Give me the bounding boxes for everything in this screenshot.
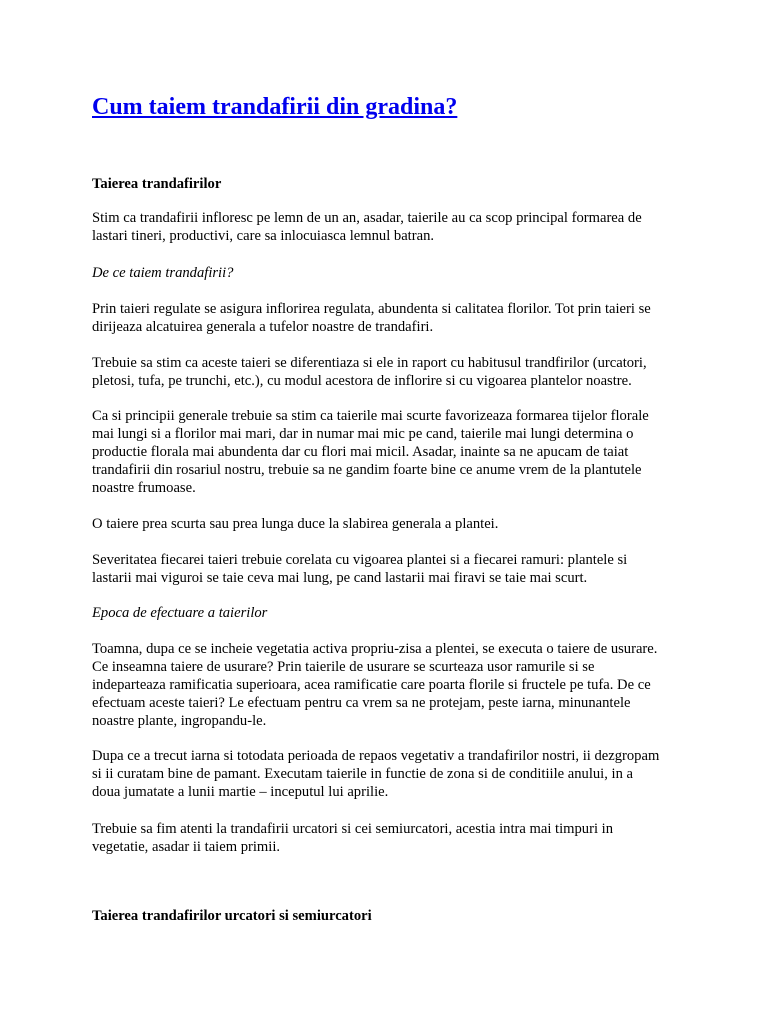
paragraph-3-line: Trebuie sa stim ca aceste taieri se diferentiaza si ele in raport cu habitusul trandfirilor (urcatori, (92, 355, 647, 371)
paragraph-3 (92, 354, 682, 390)
paragraph-7-line: efectuam aceste taieri? Le efectuam pentru ca vrem sa ne protejam, peste iarna, minunantele (92, 695, 631, 711)
paragraph-3-line: pletosi, tufa, pe trunchi, etc.), cu modul acestora de inflorire si cu vigoarea plantelor noastre. (92, 373, 632, 389)
paragraph-4-line: mai lungi si a florilor mai mari, dar in numar mai mic pe cand, taierile mai lungi determina o (92, 426, 634, 442)
paragraph-7-line: noastre plante, ingropandu-le. (92, 713, 267, 729)
paragraph-4-line: trandafirii din rosariul nostru, trebuie sa ne gandim foarte bine ce anume vrem de la plantutele (92, 462, 642, 478)
section-heading-taierea-trandafirilor: Taierea trandafirilor (92, 176, 222, 192)
paragraph-7-line: Toamna, dupa ce se incheie vegetatia activa propriu-zisa a plentei, se executa o taiere de usurare. (92, 641, 658, 657)
paragraph-9-line: vegetatie, asadar ii taiem primii. (92, 839, 281, 855)
paragraph-1-line: lastari tineri, productivi, care sa inlocuiasca lemnul batran. (92, 228, 435, 244)
paragraph-4-line: productie florala mai abundenta dar cu flori mai micil. Asadar, inainte sa ne apucam de taiat (92, 444, 629, 460)
paragraph-5 (92, 515, 682, 533)
paragraph-2-line: dirijeaza alcatuirea generala a tufelor noastre de trandafiri. (92, 319, 434, 335)
paragraph-1-line: Stim ca trandafirii infloresc pe lemn de un an, asadar, taierile au ca scop principal formarea de (92, 210, 642, 226)
paragraph-2 (92, 300, 682, 336)
paragraph-1 (92, 209, 682, 245)
paragraph-6-line: lastarii mai viguroi se taie ceva mai lung, pe cand lastarii mai firavi se taie mai scurt. (92, 570, 588, 586)
paragraph-8 (92, 747, 682, 801)
paragraph-7-line: indeparteaza ramificatia superioara, acea ramificatie care poarta florile si fructele pe tufa. De ce (92, 677, 651, 693)
paragraph-8-line: si ii curatam bine de pamant. Executam taierile in functie de zona si de conditiile anului, in a (92, 766, 633, 782)
paragraph-4-line: Ca si principii generale trebuie sa stim ca taierile mai scurte favorizeaza formarea tijelor florale (92, 408, 649, 424)
paragraph-6-line: Severitatea fiecarei taieri trebuie corelata cu vigoarea plantei si a fiecarei ramuri: plantele si (92, 552, 628, 568)
paragraph-4 (92, 407, 682, 497)
paragraph-7 (92, 640, 682, 730)
paragraph-6 (92, 551, 682, 587)
paragraph-5-line: O taiere prea scurta sau prea lunga duce la slabirea generala a plantei. (92, 516, 499, 532)
paragraph-9-line: Trebuie sa fim atenti la trandafirii urcatori si cei semiurcatori, acestia intra mai timpuri in (92, 821, 614, 837)
paragraph-8-line: Dupa ce a trecut iarna si totodata perioada de repaos vegetativ a trandafirilor nostri, ii dezgropam (92, 748, 660, 764)
paragraph-4-line: noastre frumoase. (92, 480, 196, 496)
paragraph-2-line: Prin taieri regulate se asigura inflorirea regulata, abundenta si calitatea florilor. Tot prin taieri se (92, 301, 651, 317)
section-heading-urcatori-semiurcatori: Taierea trandafirilor urcatori si semiurcatori (92, 908, 372, 924)
paragraph-9 (92, 820, 682, 856)
page-title-link[interactable]: Cum taiem trandafirii din gradina? (92, 94, 458, 120)
subheading-epoca-de-efectuare: Epoca de efectuare a taierilor (92, 605, 268, 621)
subheading-de-ce-taiem: De ce taiem trandafirii? (92, 265, 234, 281)
paragraph-8-line: doua jumatate a lunii martie – inceputul lui aprilie. (92, 784, 389, 800)
paragraph-7-line: Ce inseamna taiere de usurare? Prin taierile de usurare se scurteaza usor ramurile si se (92, 659, 595, 675)
